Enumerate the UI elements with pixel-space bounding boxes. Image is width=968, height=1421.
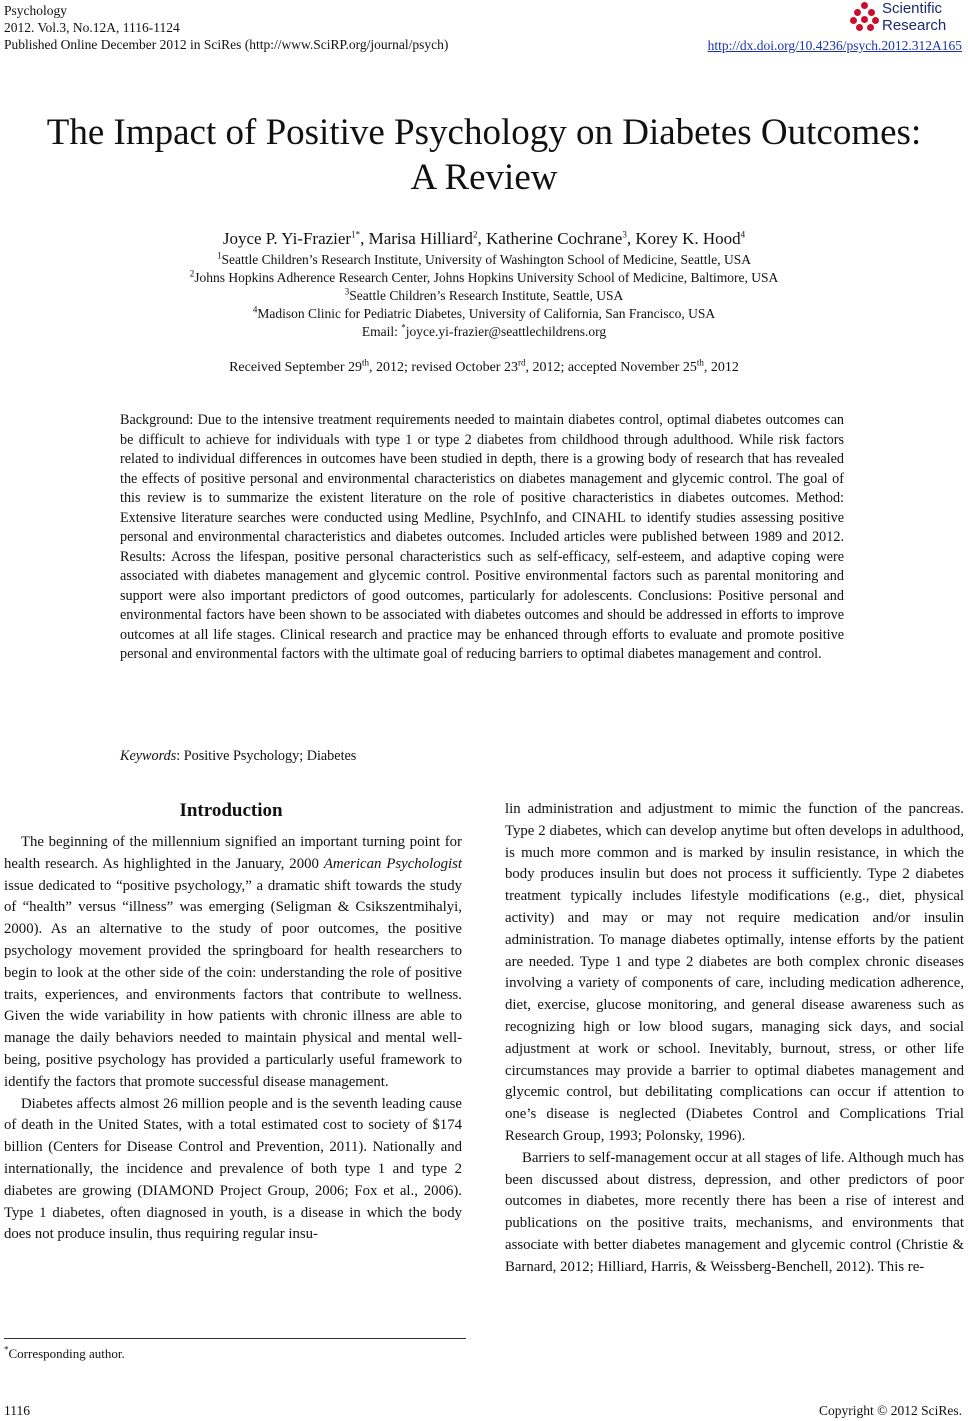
author-list: Joyce P. Yi-Frazier$^{1*}$, Marisa Hilliard$^2$, Katherine Cochrane$^3$, Korey K. Hood$^4$: [222, 229, 746, 248]
keywords-text: : Positive Psychology; Diabetes: [176, 748, 357, 764]
copyright: Copyright © 2012 SciRes.: [818, 1403, 962, 1418]
paragraph: [4, 832, 462, 1094]
affiliation-sup: 4: [252, 304, 258, 315]
paragraph-text: The beginning of the millennium signified an important turning point for health research. As highlighted in the January, 2000: [4, 834, 462, 872]
affiliation: [0, 251, 968, 268]
doi-link[interactable]: http://dx.doi.org/10.4236/psych.2012.312A165: [707, 38, 962, 53]
affiliation-sup: 2: [189, 268, 195, 279]
journal-header: [4, 2, 448, 53]
date-sup: th: [362, 357, 370, 368]
paragraph-text: issue dedicated to “positive psychology,” a dramatic shift towards the study of “health” versus “illness” was emerging (Seligman & Csikszentmihalyi, 2000). As an alternative to the study of poor outcomes, the positive psychology movement provided the springboard for health researchers to begin to look at the other side of the coin: understanding the role of positive traits, experiences, and environments factors that contribute to wellness. Given the wide variability in how patients with chronic illness are able to manage the daily behaviors needed to maintain physical and mental well-being, positive psychology has provided a particularly useful framework to identify the factors that promote successful disease management.: [4, 877, 462, 1090]
author-name: Katherine Cochrane: [485, 229, 623, 248]
paper-title: [0, 110, 968, 200]
affiliation: [0, 287, 968, 304]
author-name: Korey K. Hood: [635, 229, 741, 248]
email-address[interactable]: joyce.yi-frazier@seattlechildrens.org: [405, 324, 607, 339]
journal-reference: American Psychologist: [323, 855, 462, 872]
affiliation-text: Madison Clinic for Pediatric Diabetes, University of California, San Francisco, USA: [257, 306, 716, 321]
section-heading: Introduction: [179, 800, 283, 821]
page-number: 1116: [4, 1403, 30, 1418]
author-sup: 2: [472, 229, 478, 240]
left-column: [4, 832, 462, 1246]
received-date: Received September 29: [229, 360, 363, 375]
title-line-2: A Review: [410, 157, 558, 198]
paragraph: Diabetes affects almost 26 million people and is the seventh leading cause of death in the United States, with a total estimated cost to society of $174 billion (Centers for Disease Control and Prevention, 2011). Nationally and internationally, the incidence and prevalence of both type 1 and type 2 diabetes are growing (DIAMOND Project Group, 2006; Fox et al., 2006). Type 1 diabetes, often diagnosed in youth, is a disease in which the body does not produce insulin, thus requiring regular insu-: [4, 1095, 462, 1243]
affiliation-sup: 1: [216, 250, 222, 261]
date-sup: th: [696, 357, 704, 368]
journal-name: Psychology: [4, 3, 68, 18]
affiliation-sup: 3: [344, 286, 350, 297]
affiliation: [0, 305, 968, 322]
email-sup: *: [401, 322, 406, 333]
footnote-sup: *: [4, 1344, 9, 1355]
dates-line: [0, 359, 968, 377]
affiliation: [0, 269, 968, 286]
date-sup: rd: [517, 357, 526, 368]
scientific-research-logo: [850, 0, 962, 36]
footnote-text: Corresponding author.: [8, 1346, 125, 1361]
footnote-divider: [4, 1338, 466, 1339]
revised-date: , 2012; revised October 23: [369, 360, 518, 375]
affiliation-text: Seattle Children’s Research Institute, Seattle, USA: [349, 288, 624, 303]
affiliation-text: Johns Hopkins Adherence Research Center, Johns Hopkins University School of Medicine, Baltimore, USA: [194, 270, 779, 285]
scientific-research-logo-icon: [850, 2, 880, 32]
email-line: [0, 323, 968, 340]
author-sup: 3: [622, 229, 627, 240]
published-online: Published Online December 2012 in SciRes (http://www.SciRP.org/journal/psych): [4, 37, 449, 52]
author-sup: 4: [740, 229, 746, 240]
footnote: [4, 1345, 125, 1362]
author-name: Joyce P. Yi-Frazier: [222, 229, 352, 248]
keywords: [120, 747, 356, 766]
abstract: Background: Due to the intensive treatment requirements needed to maintain diabetes control, optimal diabetes outcomes can be difficult to achieve for individuals with type 1 or type 2 diabetes from childhood through adulthood. While risk factors related to individual differences in outcomes have been studied in depth, there is a growing body of research that has revealed the effects of positive personal and environmental characteristics on diabetes management and glycemic control. The goal of this review is to summarize the existent literature on the role of positive characteristics in diabetes outcomes. Method: Extensive literature searches were conducted using Medline, PsychInfo, and CINAHL to identify studies assessing positive personal and environmental characteristics and diabetes outcomes. Included articles were published between 1989 and 2012. Results: Across the lifespan, positive personal characteristics such as self-efficacy, self-esteem, and adaptive coping were associated with diabetes management and glycemic control. Positive environmental factors such as parental monitoring and support were also important predictors of good outcomes, particularly for adolescents. Conclusions: Positive personal and environmental factors have been shown to be associated with diabetes outcomes and should be addressed in efforts to improve outcomes at all life stages. Clinical research and practice may be enhanced through efforts to evaluate and promote positive personal and environmental factors with the ultimate goal of reducing barriers to optimal diabetes management and control.: [120, 412, 844, 662]
paragraph: lin administration and adjustment to mimic the function of the pancreas. Type 2 diabetes, which can develop anytime but often develops in adulthood, is much more common and is marked by insulin resistance, in which the body produces insulin but does not process it sufficiently. Type 2 diabetes treatment typically includes lifestyle modifications (e.g., diet, physical activity) and may or may not require medication and/or insulin administration. To manage diabetes optimally, intense efforts by the patient are needed. Type 1 and type 2 diabetes are both complex chronic diseases involving a variety of components of care, including medication adherence, diet, exercise, glucose monitoring, and general disease awareness such as recognizing high or low blood sugars, managing sick days, and social adjustment at work or school. Inevitably, burnout, stress, or other life circumstances may provide a barrier to optimal diabetes management and glycemic control, but debilitating complications can occur if attention to one’s disease is neglected (Diabetes Control and Complications Trial Research Group, 1993; Polonsky, 1996).: [505, 801, 964, 1144]
author-sup: 1*: [351, 229, 361, 240]
affiliation-text: Seattle Children’s Research Institute, University of Washington School of Medicine, Seattle, USA: [221, 252, 752, 267]
email-label: Email:: [361, 324, 402, 339]
logo-text-line2: Research: [882, 17, 947, 34]
date-tail: , 2012: [703, 360, 739, 375]
accepted-date: , 2012; accepted November 25: [525, 360, 697, 375]
author-name: Marisa Hilliard: [368, 229, 473, 248]
title-line-1: The Impact of Positive Psychology on Diabetes Outcomes:: [46, 112, 922, 153]
volume-info: 2012. Vol.3, No.12A, 1116-1124: [4, 20, 180, 35]
logo-text-line1: Scientific: [882, 0, 943, 17]
paragraph: Barriers to self-management occur at all stages of life. Although much has been discussed about distress, depression, and other predictors of poor outcomes in diabetes, more recently there has been a rise of interest and publications on the positive traits, mechanisms, and environments that associate with better diabetes management and glycemic control (Christie & Barnard, 2012; Hilliard, Harris, & Weissberg-Benchell, 2012). This re-: [505, 1149, 964, 1275]
keywords-label: Keywords: [120, 748, 177, 764]
right-column: [505, 799, 964, 1279]
